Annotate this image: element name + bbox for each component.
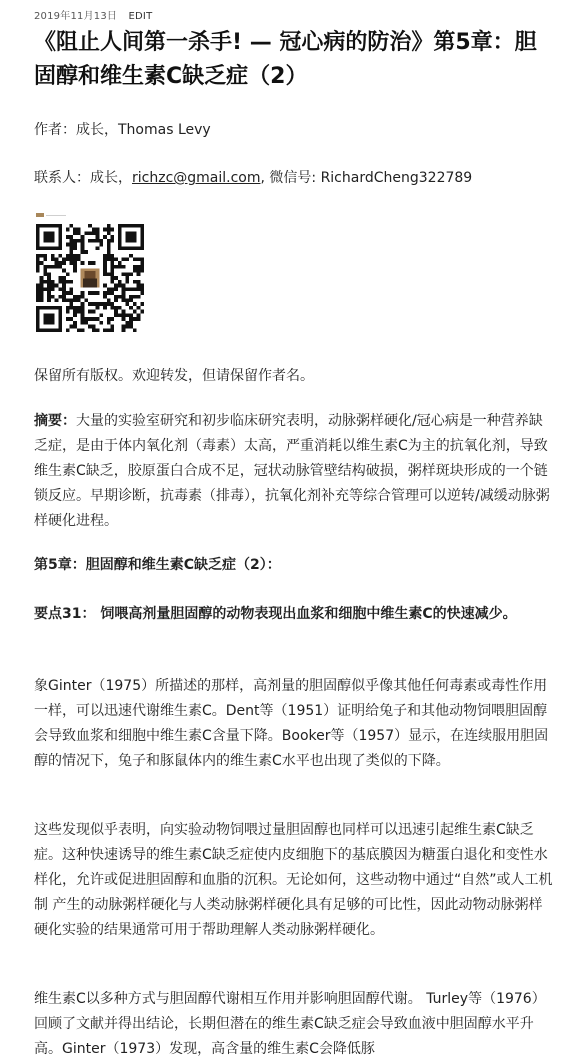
qr-code-icon	[36, 224, 144, 332]
key-point: 要点31： 饲喂高剂量胆固醇的动物表现出血浆和细胞中维生素C的快速减少。	[34, 606, 517, 622]
body-paragraph-3: 维生素C以多种方式与胆固醇代谢相互作用并影响胆固醇代谢。 Turley等（1976）回顾了文献并得出结论，长期但潜在的维生素C缺乏症会导致血液中胆固醇水平升高。Ginter（1973）发现，高含量的维生素C会降低豚	[34, 991, 546, 1057]
broken-image-icon	[36, 213, 66, 217]
email-link[interactable]: richzc@gmail.com	[132, 170, 261, 186]
copyright-notice: 保留所有版权。欢迎转发，但请保留作者名。	[34, 368, 314, 384]
abstract-text: 大量的实验室研究和初步临床研究表明，动脉粥样硬化/冠心病是一种营养缺乏症，是由于体内氧化剂（毒素）太高，严重消耗以维生素C为主的抗氧化剂，导致维生素C缺乏，胶原蛋白合成不足，冠状动脉管壁结构破损，粥样斑块形成的一个链锁反应。早期诊断，抗毒素（排毒），抗氧化剂补充等综合管理可以逆转/减缓动脉粥样硬化进程。	[34, 413, 550, 529]
contact-line	[34, 166, 554, 191]
edit-link[interactable]: EDIT	[128, 11, 153, 22]
body-paragraph-1: 象Ginter（1975）所描述的那样，高剂量的胆固醇似乎像其他任何毒素或毒性作用一样，可以迅速代谢维生素C。Dent等（1951）证明给兔子和其他动物饲喂胆固醇会导致血浆和细胞中维生素C含量下降。Booker等（1957）显示，在连续服用胆固醇的情况下，兔子和豚鼠体内的维生素C水平也出现了类似的下降。	[34, 678, 549, 769]
abstract-paragraph	[34, 409, 554, 534]
abstract-label: 摘要：	[34, 413, 76, 429]
body-paragraph-2: 这些发现似乎表明，向实验动物饲喂过量胆固醇也同样可以迅速引起维生素C缺乏症。这种快速诱导的维生素C缺乏症使内皮细胞下的基底膜因为糖蛋白退化和变性水样化，允许或促进胆固醇和血脂的沉积。无论如何，这些动物中通过“自然”或人工机制 产生的动脉粥样硬化与人类动脉粥样硬化具有足够的可比性，因此动物动脉粥样硬化实验的结果通常可用于帮助理解人类动脉粥样硬化。	[34, 822, 553, 938]
contact-suffix: , 微信号: RichardCheng322789	[260, 170, 473, 186]
article-title: 《阻止人间第一杀手! — 冠心病的防治》第5章：胆固醇和维生素C缺乏症（2）	[34, 30, 537, 89]
post-date: 2019年11月13日	[34, 11, 118, 22]
post-meta	[34, 7, 152, 22]
author-line: 作者：成长，Thomas Levy	[34, 122, 211, 138]
chapter-heading: 第5章：胆固醇和维生素C缺乏症（2）：	[34, 557, 281, 573]
contact-prefix: 联系人：成长，	[34, 170, 132, 186]
